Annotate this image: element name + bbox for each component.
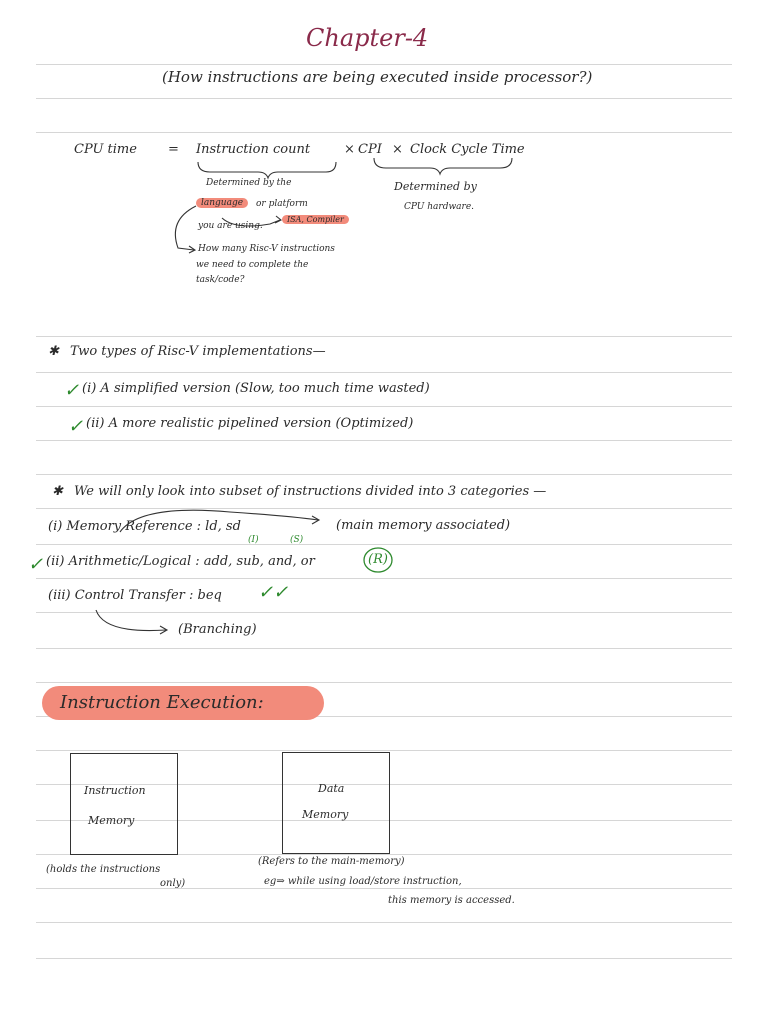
check-icon: ✓✓ [258,582,289,603]
check-icon: ✓ [28,554,44,575]
branching-note: (Branching) [178,622,257,637]
bullet-icon: ✱ [48,344,59,359]
question-line3: task/code? [196,275,245,285]
times-sign: × [392,142,403,157]
implementation-item: (i) A simplified version (Slow, too much time wasted) [82,381,430,396]
implementation-item: (ii) A more realistic pipelined version (Optimized) [86,416,414,431]
data-memory-label-line1: Data [318,782,345,795]
page-title: Chapter-4 [306,24,429,52]
question-line1: How many Risc-V instructions [198,244,335,254]
check-icon: ✓ [64,380,80,401]
category-item-control: (iii) Control Transfer : beq [48,588,222,603]
times-sign: × [344,142,355,157]
subset-heading: We will only look into subset of instructions divided into 3 categories — [74,484,547,499]
format-i: (I) [248,535,259,545]
clock-cycle-time-term: Clock Cycle Time [410,142,525,157]
instruction-count-term: Instruction count [196,142,311,157]
data-memory-label-line2: Memory [302,808,349,821]
ic-note-line3: you are using. [198,221,263,231]
isa-compiler-tag: ISA, Compiler [282,215,349,224]
category-item-arithmetic: (ii) Arithmetic/Logical : add, sub, and, or [46,554,315,569]
instruction-memory-note-line2: only) [160,878,186,889]
question-line2: we need to complete the [196,260,309,270]
section-heading: Instruction Execution: [60,692,264,713]
ic-note-line1: Determined by the [206,178,292,188]
instruction-memory-note-line1: (holds the instructions [46,864,161,875]
format-r: (R) [368,552,388,567]
highlighted-word: language [196,198,248,208]
check-icon: ✓ [68,416,84,437]
data-memory-note-line2: eg⇒ while using load/store instruction, [264,876,462,887]
instruction-memory-label-line2: Memory [88,814,135,827]
page-subtitle: (How instructions are being executed inside processor?) [162,68,593,86]
data-memory-note-line1: (Refers to the main-memory) [258,856,405,867]
data-memory-block [282,752,390,854]
data-memory-note-line3: this memory is accessed. [388,895,515,906]
cpi-note-line1: Determined by [394,180,477,193]
implementations-heading: Two types of Risc-V implementations— [70,344,326,359]
format-s: (S) [290,535,304,545]
instruction-memory-label-line1: Instruction [84,784,146,797]
category-item-memory: (i) Memory Reference : ld, sd [48,519,241,534]
cpu-time-label: CPU time [74,142,137,157]
cpi-note-line2: CPU hardware. [404,202,475,212]
equals-sign: = [168,142,179,157]
ic-note-line2: or platform [256,199,308,209]
cpi-term: CPI [358,142,382,157]
instruction-memory-block [70,753,178,855]
bullet-icon: ✱ [52,484,63,499]
category-note: (main memory associated) [336,518,511,533]
